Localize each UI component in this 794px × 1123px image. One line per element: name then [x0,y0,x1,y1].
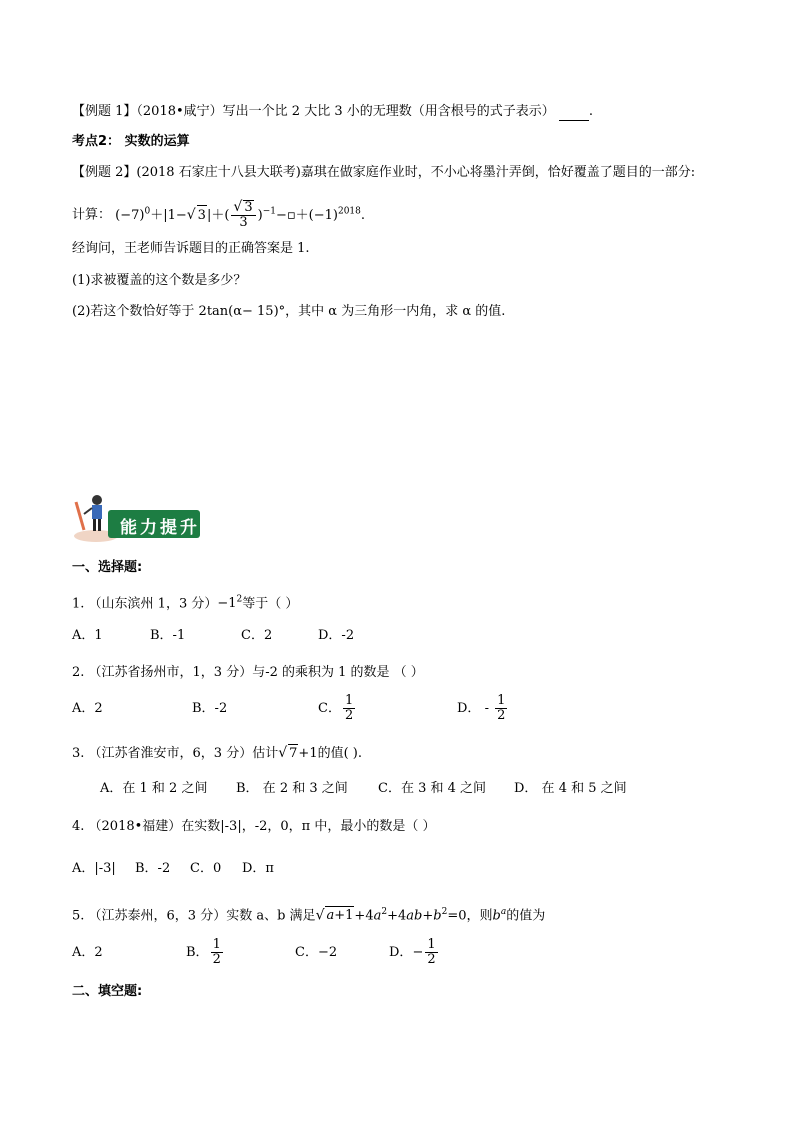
example-2-label: 【例题 2】 [72,165,137,180]
q4-option-d: D．π [242,861,274,876]
ability-banner [70,492,202,544]
section-fill: 二、填空题: [72,984,143,999]
q5-stem-b: ，则 [466,908,493,924]
fraction-half: $\frac{1}{2}$ [344,693,354,723]
q5-option-b-label: B． [186,945,209,960]
q1-option-a: A．1 [72,628,103,643]
fraction-neg-half: $\frac{1}{2}$ [497,693,506,723]
section-choice: 一、选择题: [72,560,143,575]
q1-stem-a: 1. （山东滨州 1，3 分） [72,596,218,612]
q3-stem-b: 的值( ). [317,746,363,761]
example-1-end: . [588,104,594,119]
q3-stem-a: 3. （江苏省淮安市，6，3 分）估计 [72,746,279,761]
q2-option-d-label: D． [457,701,481,716]
key-point-2 [72,133,190,151]
q1-stem [72,591,298,613]
example-1-text: （2018•咸宁）写出一个比 2 大比 3 小的无理数（用含根号的式子表示） [136,104,555,119]
q3-option-b: B． 在 2 和 3 之间 [236,781,348,796]
q5-stem: 5. （江苏泰州，6，3 分）实数 a、b 满足√ $a+1+4a^2+4ab+b^2=0$，则$b^a$的值为 [72,907,546,924]
q1-option-b: B．-1 [150,628,186,643]
q5-stem-c: 的值为 [506,908,546,924]
q1-option-d: D．-2 [318,628,355,643]
q4-option-c: C．0 [190,861,222,876]
q2-option-d: D． - $\frac{1}{2}$ [457,693,506,723]
example-2-text: (2018 石家庄十八县大联考)嘉琪在做家庭作业时，不小心将墨汁弄倒，恰好覆盖了题目的一部分: [136,165,696,180]
q2-option-b: B．-2 [192,701,228,716]
example-1 [72,103,593,121]
q1-expr: $-1^2$ [217,595,243,612]
calc-expression: $(-7)^0+|1-√$ 3|＋( $\frac{√ 3}{3}$ )$^{-1}-▫+(-1)^{2018}$. [115,199,366,230]
calc-line [72,200,365,230]
q2-option-c [318,690,357,728]
q5-option-a: A．2 [72,945,103,960]
calc-prefix: 计算： [72,207,112,223]
key-point-2-title: 实数的运算 [124,134,190,149]
q5-fraction-half: $\frac{1}{2}$ [212,937,221,967]
question-2: (2)若这个数恰好等于 2tan(α− 15)°，其中 α 为三角形一内角，求 α 的值. [72,304,506,319]
q3-option-d: D． 在 4 和 5 之间 [514,781,627,796]
example-2 [72,164,695,182]
q5-option-d: D．− $\frac{1}{2}$ [389,937,436,967]
q2-option-a: A．2 [72,701,103,716]
q5-option-d-label: D． [389,945,413,960]
q2-option-c-label: C． [318,701,341,716]
q5-option-c: C．−2 [295,945,338,960]
q5-stem-a: 5. （江苏泰州，6，3 分）实数 a、b 满足 [72,908,316,924]
q5-option-b [186,934,225,972]
q2-stem: 2. （江苏省扬州市，1，3 分）与-2 的乘积为 1 的数是 （ ） [72,665,424,680]
q4-option-b: B．-2 [135,861,171,876]
q4-stem: 4. （2018•福建）在实数|-3|，-2，0，π 中，最小的数是（ ） [72,819,436,834]
q3-option-a: A．在 1 和 2 之间 [100,781,208,796]
q3-stem: 3. （江苏省淮安市，6，3 分）估计√ 7+1的值( ). [72,745,363,761]
key-point-2-label: 考点2： [72,134,121,149]
banner-title: 能力提升 [120,518,200,538]
q3-option-c: C．在 3 和 4 之间 [378,781,487,796]
q4-option-a: A．|-3| [72,861,116,876]
q5-fraction-neg-half: $\frac{1}{2}$ [427,937,436,967]
q1-option-c: C．2 [241,628,273,643]
example-1-label: 【例题 1】 [72,104,137,119]
question-1: (1)求被覆盖的这个数是多少？ [72,273,247,288]
answer-blank [559,108,589,121]
q1-stem-b: 等于（ ） [242,596,299,612]
answer-line: 经询问，王老师告诉题目的正确答案是 1. [72,241,310,256]
